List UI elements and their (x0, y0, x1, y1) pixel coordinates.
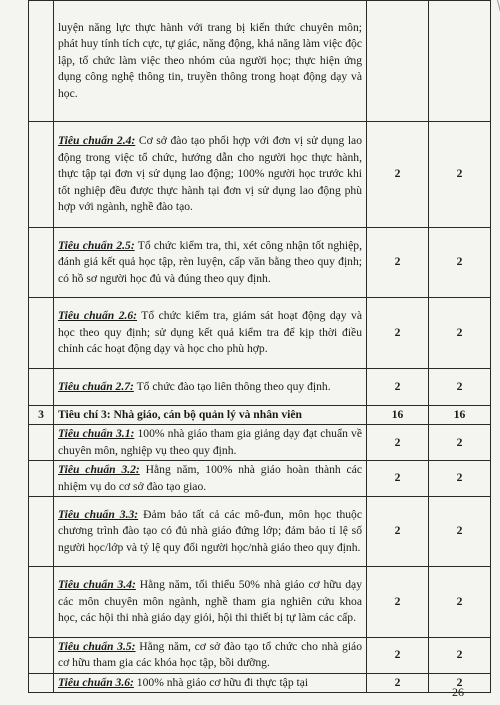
table-row (29, 298, 491, 369)
table-row (29, 1, 491, 122)
row-number (29, 1, 54, 122)
standard-label: Tiêu chuẩn 3.1: (58, 427, 135, 441)
row-number (29, 228, 54, 298)
table-row (29, 673, 491, 692)
standard-label: Tiêu chuẩn 3.3: (58, 507, 139, 521)
score-cell-b (429, 1, 491, 122)
row-text: 100% nhà giáo tham gia giảng dạy đạt chuẩn về chuyên môn, nghiệp vụ theo quy định. (58, 427, 362, 457)
standard-label: Tiêu chuẩn 3.4: (58, 578, 136, 592)
score-cell-b: 2 (429, 122, 491, 228)
score-cell-b: 2 (429, 567, 491, 638)
row-description (54, 1, 367, 122)
standard-label: Tiêu chuẩn 3.6: (58, 675, 134, 689)
table-row (29, 461, 491, 497)
standard-label: Tiêu chuẩn 2.6: (58, 309, 138, 323)
row-text: Đảm bảo tất cả các mô-đun, môn học thuộc chương trình đào tạo có đủ nhà giáo đứng lớp; đảm bảo tỉ lệ số người học/lớp và tỷ lệ quy đổi người học/nhà giáo theo quy định. (58, 507, 362, 554)
row-description (54, 638, 367, 674)
score-cell-a: 2 (367, 461, 429, 497)
table-row (29, 369, 491, 406)
row-number (29, 425, 54, 461)
score-cell-a: 2 (367, 122, 429, 228)
score-cell-a: 2 (367, 425, 429, 461)
score-cell-a: 2 (367, 298, 429, 369)
row-number (29, 298, 54, 369)
table-row (29, 122, 491, 228)
row-number (29, 497, 54, 567)
row-description (54, 497, 367, 567)
score-cell-b: 2 (429, 228, 491, 298)
score-cell-b: 2 (429, 369, 491, 406)
score-cell-a (367, 1, 429, 122)
row-text: Hằng năm, tối thiểu 50% nhà giáo cơ hữu dạy các môn chuyên môn ngành, nghề tham gia nghiên cứu khoa học, các hội thi nhà giáo dạy giỏi, hội thi thiết bị tự làm các cấp. (58, 578, 362, 625)
row-description (54, 425, 367, 461)
criterion-row (29, 406, 491, 425)
row-text: Hằng năm, 100% nhà giáo hoàn thành các nhiệm vụ do cơ sở đào tạo giao. (58, 463, 362, 493)
row-description (54, 567, 367, 638)
standard-label: Tiêu chuẩn 3.5: (58, 640, 136, 654)
score-cell-a: 2 (367, 228, 429, 298)
table-row (29, 638, 491, 674)
table-row (29, 497, 491, 567)
row-text: 100% nhà giáo cơ hữu đi thực tập tại (133, 675, 309, 689)
row-number (29, 122, 54, 228)
row-text: Cơ sở đào tạo phối hợp với đơn vị sử dụng lao động trong việc tổ chức, hướng dẫn cho người học thực hành, thực tập tại đơn vị sử dụng lao động; 100% người học trước khi tốt nghiệp đều được thực hành tại đơn vị sử dụng lao động phù hợp với ngành, nghề đào tạo. (58, 134, 362, 214)
score-cell-b: 2 (429, 673, 491, 692)
page-number: 26 (452, 685, 464, 699)
row-number (29, 673, 54, 692)
row-description (54, 122, 367, 228)
row-text: Tổ chức kiểm tra, giám sát hoạt động dạy và học theo quy định; sử dụng kết quả kiểm tra để kịp thời điều chỉnh các hoạt động dạy và học cho phù hợp. (58, 309, 362, 356)
standard-label: Tiêu chuẩn 2.4: (58, 134, 136, 148)
score-cell-a: 2 (367, 497, 429, 567)
score-cell-a: 2 (367, 638, 429, 674)
row-text: Hằng năm, cơ sở đào tạo tổ chức cho nhà giáo cơ hữu tham gia các khóa học tập, bồi dưỡng. (58, 640, 362, 670)
document-sheet (28, 0, 478, 693)
score-cell-b: 2 (429, 638, 491, 674)
row-number (29, 369, 54, 406)
standard-label: Tiêu chuẩn 3.2: (58, 463, 140, 477)
row-description (54, 369, 367, 406)
standard-label: Tiêu chuẩn 2.5: (58, 238, 135, 252)
row-number: 3 (29, 406, 54, 425)
score-cell-b: 2 (429, 461, 491, 497)
score-cell-b: 2 (429, 298, 491, 369)
score-cell-a: 2 (367, 567, 429, 638)
score-cell-b: 2 (429, 425, 491, 461)
row-description (54, 673, 367, 692)
row-text: Tổ chức kiểm tra, thi, xét công nhận tốt nghiệp, đánh giá kết quả học tập, rèn luyện, cấp văn bằng theo quy định; có hồ sơ người học đủ và đúng theo quy định. (58, 238, 362, 285)
row-number (29, 461, 54, 497)
score-cell-a: 2 (367, 673, 429, 692)
row-description (54, 298, 367, 369)
row-text: Tổ chức đào tạo liên thông theo quy định. (133, 379, 331, 393)
row-description (54, 228, 367, 298)
row-description (54, 461, 367, 497)
row-number (29, 638, 54, 674)
row-text: luyện năng lực thực hành với trang bị kiến thức chuyên môn; phát huy tính tích cực, tự giác, năng động, khả năng làm việc độc lập, tổ chức làm việc theo nhóm của người học; thực hiện ứng dụng công nghệ thông tin, truyền thông trong hoạt động dạy và học. (58, 20, 362, 100)
standard-label: Tiêu chuẩn 2.7: (58, 379, 134, 393)
row-number (29, 567, 54, 638)
evaluation-table (28, 0, 491, 693)
criterion-title: Tiêu chí 3: Nhà giáo, cán bộ quản lý và nhân viên (54, 406, 367, 425)
table-row (29, 425, 491, 461)
score-cell-a: 2 (367, 369, 429, 406)
table-row (29, 228, 491, 298)
table-row (29, 567, 491, 638)
score-cell-b: 2 (429, 497, 491, 567)
score-cell-a: 16 (367, 406, 429, 425)
score-cell-b: 16 (429, 406, 491, 425)
